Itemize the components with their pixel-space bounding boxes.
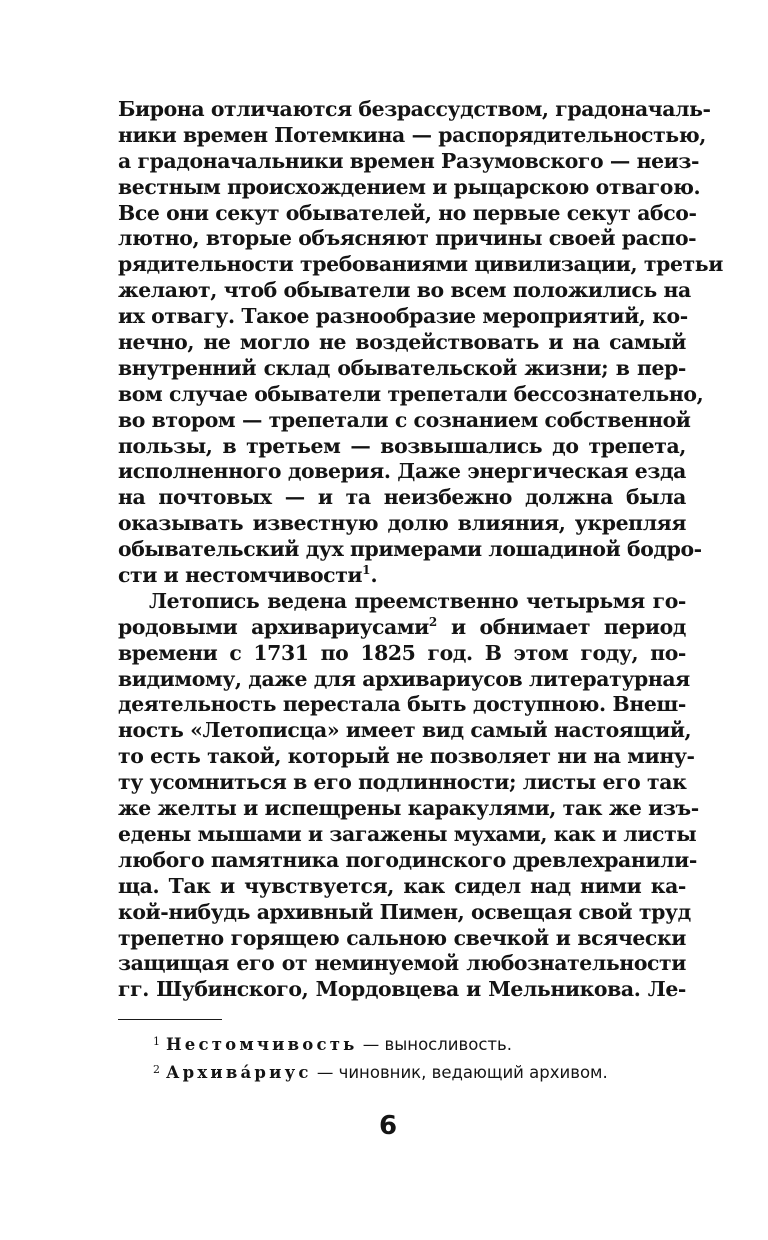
footnote-divider [118, 1019, 222, 1020]
text-line: едены мышами и загажены мухами, как и листы [118, 821, 697, 846]
footnote-ref-1[interactable]: 1 [362, 563, 371, 578]
text-line-with-footnote-ref [118, 615, 686, 641]
text-line: видимому, даже для архивариусов литературная [118, 666, 690, 691]
text-line-with-footnote-ref [118, 563, 686, 589]
text-line: Бирона отличаются безрассудством, градоначаль- [118, 97, 711, 121]
text-line: вом случае обыватели трепетали бессознательно, [118, 381, 704, 406]
footnote-2 [153, 1060, 608, 1083]
text-line: нечно, не могло не воздействовать и на самый [118, 330, 686, 355]
text-line: времени с 1731 по 1825 год. В этом году, по- [118, 640, 686, 665]
text-fragment: родовыми архивариусами [118, 614, 429, 639]
footnote-definition: — выносливость. [357, 1035, 513, 1054]
text-line: лютно, вторые объясняют причины своей распо- [118, 226, 697, 251]
text-line: Все они секут обывателей, но первые секут абсо- [118, 200, 697, 225]
text-line: ща. Так и чувствуется, как сидел над ними ка- [118, 873, 686, 898]
text-line: деятельность перестала быть доступною. Внеш- [118, 692, 686, 717]
text-line: пользы, в третьем — возвышались до трепета, [118, 433, 686, 458]
footnote-term: Нестомчивость [166, 1035, 358, 1054]
text-fragment: сти и нестомчивости [118, 563, 363, 588]
text-line: то есть такой, который не позволяет ни на мину- [118, 744, 695, 769]
text-line: обывательский дух примерами лошадиной бодро- [118, 537, 702, 562]
footnote-marker: 2 [153, 1063, 160, 1076]
text-line: ники времен Потемкина — распорядительностью, [118, 122, 706, 147]
text-line: же желты и испещрены каракулями, так же изъ- [118, 796, 699, 821]
page-number: 6 [378, 1111, 398, 1141]
text-line: ность «Летописца» имеет вид самый настоящий, [118, 718, 692, 743]
text-line: желают, чтоб обыватели во всем положились на [118, 278, 691, 303]
footnote-definition: — чиновник, ведающий архивом. [311, 1063, 608, 1082]
text-line: на почтовых — и та неизбежно должна была [118, 485, 686, 510]
text-line: ту усомниться в его подлинности; листы его так [118, 770, 687, 795]
text-line: рядительности требованиями цивилизации, третьи [118, 252, 723, 277]
text-line: гг. Шубинского, Мордовцева и Мельникова. Ле- [118, 977, 686, 1002]
text-line: оказывать известную долю влияния, укрепляя [118, 511, 686, 536]
text-line: исполненного доверия. Даже энергическая езда [118, 459, 686, 484]
text-line: вестным происхождением и рыцарскою отвагою. [118, 174, 701, 199]
text-line: трепетно горящею сальною свечкой и всячески [118, 925, 686, 950]
main-text [118, 97, 723, 1003]
text-line: кой-нибудь архивный Пимен, освещая свой труд [118, 899, 691, 924]
text-fragment: и обнимает период [437, 614, 686, 639]
text-line: во втором — трепетали с сознанием собственной [118, 407, 691, 432]
text-line: внутренний склад обывательской жизни; в пер- [118, 355, 686, 380]
text-line: любого памятника погодинского древлехранили- [118, 847, 697, 872]
footnote-term: Архива́риус [166, 1063, 312, 1082]
footnote-1 [153, 1032, 512, 1055]
text-fragment: . [370, 563, 378, 588]
footnote-ref-2[interactable]: 2 [428, 615, 438, 630]
text-line: их отвагу. Такое разнообразие мероприятий, ко- [118, 304, 688, 329]
text-line: а градоначальники времен Разумовского — неиз- [118, 148, 700, 173]
paragraph-first-line: Летопись ведена преемственно четырьмя го- [149, 588, 686, 613]
text-line: защищая его от неминуемой любознательности [118, 951, 686, 976]
footnote-marker: 1 [153, 1035, 160, 1048]
